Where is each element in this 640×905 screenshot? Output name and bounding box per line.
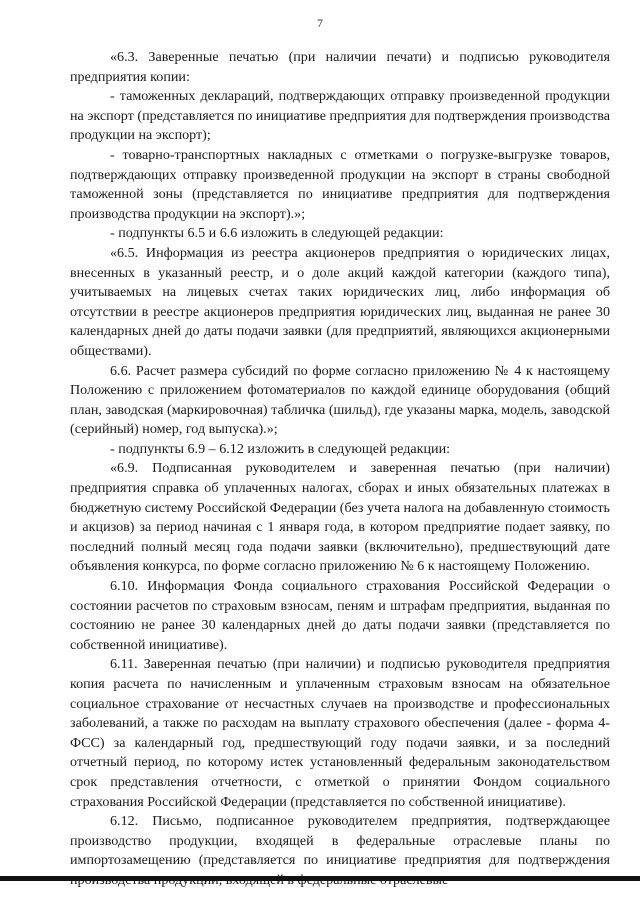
page-number: 7 [317, 16, 323, 30]
paragraph-6-6: 6.6. Расчет размера субсидий по форме согласно приложению № 4 к настоящему Положению с приложением фотоматериалов по каждой единице оборудования (общий план, заводская (маркировочная) табличка (шильд), где указаны марка, модель, заводской (серийный) номер, год выпуска).»; [70, 362, 610, 438]
paragraph-6-9: «6.9. Подписанная руководителем и заверенная печатью (при наличии) предприятия справка об уплаченных налогах, сборах и иных обязательных платежах в бюджетную систему Российской Федерации (без учета налога на добавленную стоимость и акцизов) за период начиная с 1 января года, в котором предприятие подает заявку, по последний полный месяц года подачи заявки (включительно), предшествующий дате объявления конкурса, по форме согласно приложению № 6 к настоящему Положению. [70, 460, 610, 575]
page-bottom-border [0, 876, 640, 881]
paragraph-waybills: - товарно-транспортных накладных с отметками о погрузке-выгрузке товаров, подтверждающих отправку произведенной продукции на экспорт в страны свободной таможенной зоны (представляется по инициативе предприятия для подтверждения производства продукции на экспорт).»; [70, 146, 610, 222]
paragraph-6-3: «6.3. Заверенные печатью (при наличии печати) и подписью руководителя предприятия копии: [70, 49, 610, 85]
paragraph-6-10: 6.10. Информация Фонда социального страхования Российской Федерации о состоянии расчетов по страховым взносам, пеням и штрафам предприятия, выданная по состоянию не ранее 30 календарных дней до даты подачи заявки (представляется по собственной инициативе). [70, 578, 610, 653]
paragraph-amend-6-5-6-6: - подпункты 6.5 и 6.6 изложить в следующей редакции: [110, 225, 444, 242]
paragraph-6-12: 6.12. Письмо, подписанное руководителем предприятия, подтверждающее производство продукции, входящей в федеральные отраслевые планы по импортозамещению (представляется по инициативе предприятия для подтверждения [70, 813, 610, 869]
paragraph-amend-6-9-6-12: - подпункты 6.9 – 6.12 изложить в следующей редакции: [110, 440, 451, 457]
paragraph-customs-declarations: - таможенных деклараций, подтверждающих отправку произведенной продукции на экспорт (представляется по инициативе предприятия для подтверждения производства продукции на экспорт); [70, 88, 610, 144]
paragraph-6-11: 6.11. Заверенная печатью (при наличии) и подписью руководителя предприятия копия расчета по начисленным и уплаченным страховым взносам на обязательное социальное страхование от несчастных случаев на производстве и профессиональных заболеваний, а также по расходам на выплату страхового обеспечения (далее - форма 4-ФСС) за календарный год, предшествующий году подачи заявки, и за последний отчетный период, по которому истек установленный федеральным законодательством срок представления отчетности, с отметкой о принятии Фондом социального страхования Российской Федерации (представляется по собственной инициативе). [70, 656, 610, 810]
document-body [70, 48, 610, 891]
paragraph-6-5: «6.5. Информация из реестра акционеров предприятия о юридических лицах, внесенных в указанный реестр, и о доле акций каждой категории (каждого типа), учитываемых на лицевых счетах таких юридических лиц, либо информация об отсутствии в реестре акционеров предприятия юридических лиц, выданная не ранее 30 календарных дней до даты подачи заявки (для предприятий, являющихся акционерными обществами). [70, 244, 610, 359]
